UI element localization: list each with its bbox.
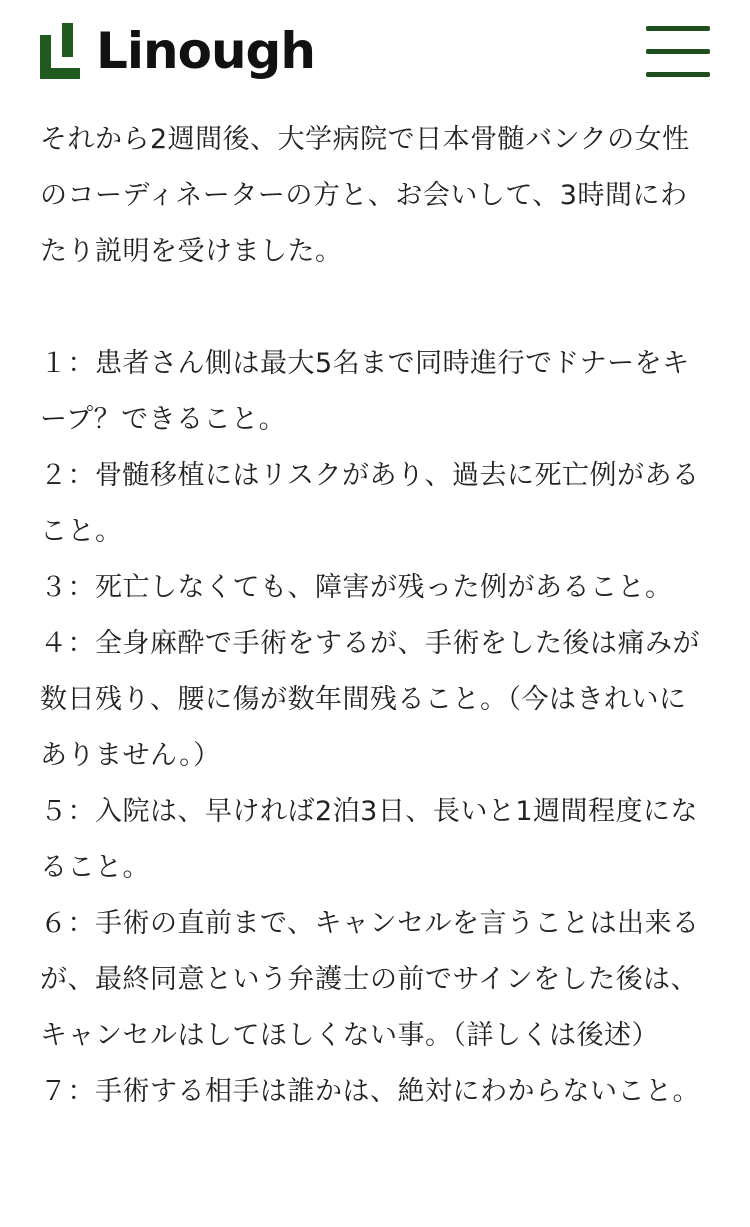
intro-paragraph: それから2週間後、大学病院で日本骨髄バンクの女性のコーディネーターの方と、お会いして、3時間にわたり説明を受けました。 [40, 124, 690, 267]
blank-line [40, 280, 712, 336]
list-item: ４：全身麻酔で手術をするが、手術をした後は痛みが数日残り、腰に傷が数年間残ること。（今はきれいにありません。） [40, 628, 700, 771]
hamburger-menu-icon[interactable] [646, 26, 710, 78]
list-item: ２：骨髄移植にはリスクがあり、過去に死亡例があること。 [40, 460, 700, 547]
list-item: ７：手術する相手は誰かは、絶対にわからないこと。 [40, 1076, 700, 1107]
list-item: ５：入院は、早ければ2泊3日、長いと1週間程度になること。 [40, 796, 699, 883]
menu-bar [646, 72, 710, 77]
article-body [40, 112, 712, 1120]
site-logo[interactable] [40, 18, 315, 84]
menu-bar [646, 49, 710, 54]
menu-bar [646, 26, 710, 31]
logo-text: Linough [96, 22, 315, 80]
list-item: ６：手術の直前まで、キャンセルを言うことは出来るが、最終同意という弁護士の前でサインをした後は、キャンセルはしてほしくない事。（詳しくは後述） [40, 908, 700, 1051]
list-item: １：患者さん側は最大5名まで同時進行でドナーをキープ？できること。 [40, 348, 690, 435]
logo-mark-icon [40, 23, 80, 79]
list-item: ３：死亡しなくても、障害が残った例があること。 [40, 572, 673, 603]
site-header [0, 0, 750, 110]
